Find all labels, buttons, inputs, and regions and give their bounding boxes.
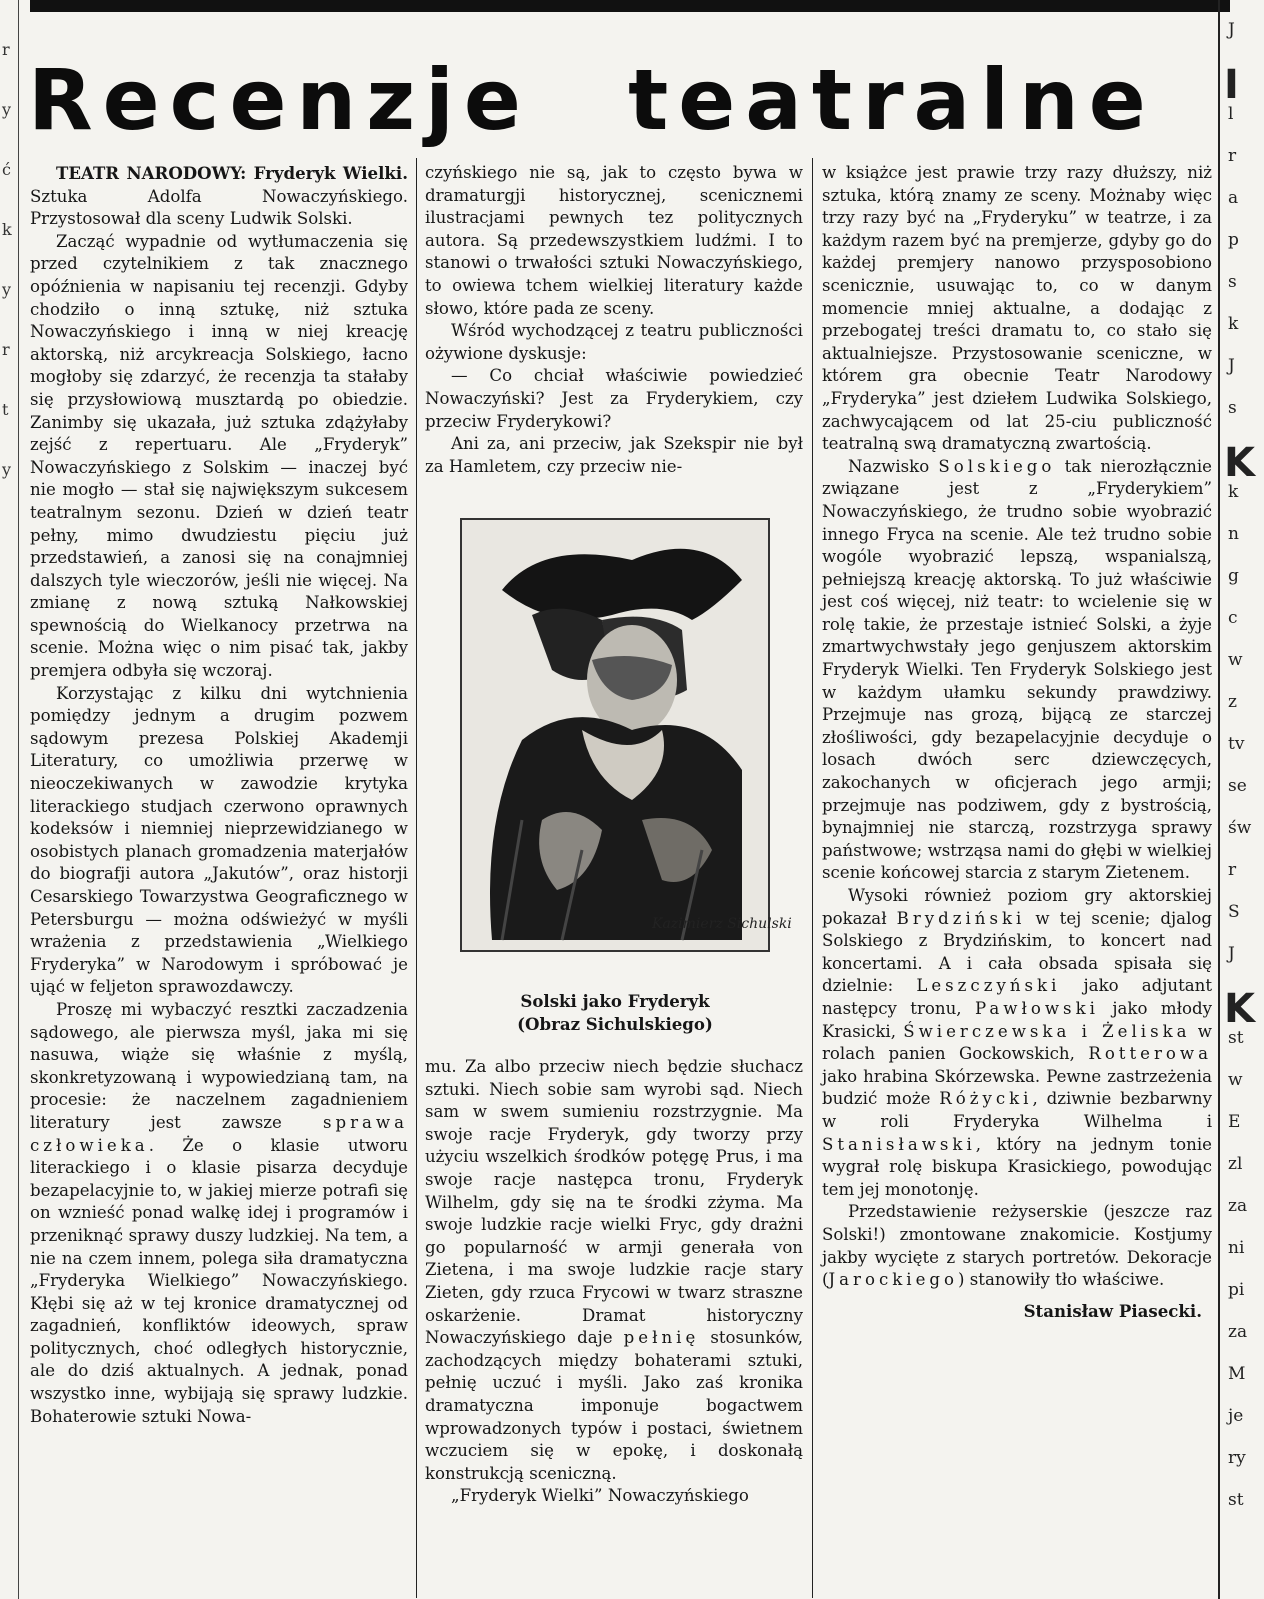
margin-fragment: a bbox=[1228, 188, 1239, 208]
margin-fragment: g bbox=[1228, 566, 1239, 586]
margin-fragment: z bbox=[1228, 692, 1237, 712]
margin-fragment: l bbox=[1228, 104, 1234, 124]
margin-fragment: s bbox=[1228, 398, 1237, 418]
headline: Recenzje teatralne bbox=[28, 51, 1156, 149]
margin-fragment: r bbox=[2, 40, 10, 59]
margin-fragment: S bbox=[1228, 902, 1240, 922]
margin-fragment: r bbox=[1228, 146, 1237, 166]
margin-fragment: r bbox=[2, 340, 10, 359]
paragraph: TEATR NARODOWY: Fryderyk Wielki. Sztuka Adolfa Nowaczyńskiego. Przystosował dla sceny Ludwik Solski. bbox=[30, 163, 408, 229]
portrait-illustration bbox=[460, 518, 792, 952]
caption-line-2: (Obraz Sichulskiego) bbox=[517, 1014, 713, 1034]
paragraph: „Fryderyk Wielki” Nowaczyńskiego bbox=[451, 1486, 749, 1506]
margin-fragment: ry bbox=[1228, 1448, 1246, 1468]
paragraph: Wśród wychodzącej z teatru publiczności ożywione dyskusje: bbox=[425, 321, 803, 363]
margin-fragment: k bbox=[1228, 314, 1239, 334]
article-column-2-bottom bbox=[425, 1056, 803, 1508]
article-column-1 bbox=[30, 162, 408, 1428]
margin-fragment: tv bbox=[1228, 734, 1245, 754]
margin-fragment: st bbox=[1228, 1490, 1244, 1510]
margin-fragment: M bbox=[1228, 1364, 1246, 1384]
paragraph: Przedstawienie reżyserskie (jeszcze raz Solski!) zmontowane znakomicie. Kostjumy jakby wycięte z starych portretów. Dekoracje (Jarockiego) stanowiły tło właściwe. bbox=[822, 1202, 1212, 1290]
margin-fragment: c bbox=[1228, 608, 1238, 628]
margin-fragment: J bbox=[1228, 356, 1235, 376]
painter-signature: Kazimierz Sichulski bbox=[652, 916, 792, 932]
article-column-2-top bbox=[425, 162, 803, 478]
illustration-caption bbox=[430, 990, 800, 1036]
paragraph: mu. Za albo przeciw niech będzie słuchacz sztuki. Niech sobie sam wyrobi sąd. Niech sam w swem sumieniu rozstrzygnie. Ma swoje racje Fryderyk, gdy tworzy przy użyciu wszelkich środków potęgę Prus, i ma swoje racje następca tronu, Fryderyk Wilhelm, gdy się na te środki zżyma. Ma swoje ludzkie racje wielki Fryc, gdy drażni go popularność w armji generała von Zietena, i ma swoje ludzkie racje stary Zieten, gdy rzuca Frycowi w twarz straszne oskarżenie. Dramat historyczny Nowaczyńskiego daje pełnię stosunków, zachodzących między bohaterami sztuki, pełnię uczuć i myśli. Jako zaś kronika dramatyczna imponuje bogactwem wprowadzonych typów i postaci, świetnem wczuciem się w epokę, i doskonałą konstrukcją sceniczną. bbox=[425, 1057, 803, 1483]
margin-fragment: za bbox=[1228, 1196, 1248, 1216]
margin-fragment: k bbox=[1228, 482, 1239, 502]
margin-fragment: s bbox=[1228, 272, 1237, 292]
margin-fragment: se bbox=[1228, 776, 1247, 796]
top-rule bbox=[30, 0, 1230, 12]
column-divider bbox=[416, 158, 417, 1598]
paragraph: Ani za, ani przeciw, jak Szekspir nie był za Hamletem, czy przeciw nie- bbox=[425, 434, 803, 476]
article-column-3 bbox=[822, 162, 1212, 1322]
margin-fragment: zl bbox=[1228, 1154, 1243, 1174]
margin-fragment: y bbox=[2, 460, 12, 479]
margin-fragment: J bbox=[1228, 944, 1235, 964]
byline: Stanisław Piasecki. bbox=[1023, 1300, 1202, 1321]
margin-fragment: w bbox=[1228, 650, 1243, 670]
margin-fragment: K bbox=[1224, 440, 1255, 486]
margin-fragment: y bbox=[2, 280, 12, 299]
paragraph: w książce jest prawie trzy razy dłuższy, niż sztuka, którą znamy ze sceny. Możnaby więc trzy razy być na „Fryderyku” w teatrze, i za każdym razem być na premjerze, gdyby go do każdej premjery nanowo przysposobiono scenicznie, usuwając to, co w danym momencie mniej aktualne, a dodając z przebogatej treści dramatu to, co stało się aktualniejsze. Przystosowanie sceniczne, w którem gra obecnie Teatr Narodowy „Fryderyka” jest dziełem Ludwika Solskiego, zachwycającem od lat 25-ciu publiczność teatralną swą dramatyczną zwartością. bbox=[822, 163, 1212, 454]
margin-fragment: y bbox=[2, 100, 12, 119]
margin-fragment: r bbox=[1228, 860, 1237, 880]
margin-fragment: I bbox=[1224, 62, 1239, 108]
margin-fragment: ni bbox=[1228, 1238, 1245, 1258]
paragraph: Proszę mi wybaczyć resztki zaczadzenia sądowego, ale pierwsza myśl, jaka mi się nasuwa, wiąże się właśnie z myślą, skonkretyzowaną i wypowiedzianą tam, na procesie: że naczelnem zagadnieniem literatury jest zawsze sprawa człowieka. Że o klasie utworu literackiego i o klasie pisarza decyduje bezapelacyjnie to, w jakiej mierze potrafi się on wznieść ponad walkę idej i programów i przeniknąć sprawy duszy ludzkiej. Na tem, a nie na czem innem, polega siła dramatyczna „Fryderyka Wielkiego” Nowaczyńskiego. Kłębi się aż w tej kronice dramatycznej od zagadnień, konfliktów ideowych, spraw politycznych, choć odległych historycznie, ale do dziś aktualnych. A jednak, ponad wszystko inne, wybijają się sprawy ludzkie. Bohaterowie sztuki Nowa- bbox=[30, 999, 408, 1426]
margin-fragment: E bbox=[1228, 1112, 1241, 1132]
column-divider bbox=[812, 158, 813, 1598]
portrait-image bbox=[462, 520, 792, 950]
margin-fragment: św bbox=[1228, 818, 1252, 838]
adjacent-article-fragment bbox=[1218, 0, 1264, 1599]
margin-fragment: w bbox=[1228, 1070, 1243, 1090]
margin-fragment: k bbox=[2, 220, 12, 239]
paragraph: Zacząć wypadnie od wytłumaczenia się przed czytelnikiem z tak znacznego opóźnienia w napisaniu tej recenzji. Gdyby chodziło o inną sztukę, niż sztuka Nowaczyńskiego i inną w niej kreację aktorską, niż arcykreacja Solskiego, łacno mogłoby się zdarzyć, że recenzja ta stałaby się przysłowiową musztardą po obiedzie. Zanimby się ukazała, już sztuka zdążyłaby zejść z repertuaru. Ale „Fryderyk” Nowaczyńskiego z Solskim — inaczej być nie mogło — stał się największym sukcesem teatralnym sezonu. Dzień w dzień teatr pełny, mimo dwudziestu pięciu już przedstawień, a zanosi się na conajmniej dalszych tyle wieczorów, jeśli nie więcej. Na zmianę z nową sztuką Nałkowskiej spewnością do Wielkanocy przetrwa na scenie. Można więc o nim pisać tak, jakby premjera odbyła się wczoraj. bbox=[30, 231, 408, 681]
paragraph: Wysoki również poziom gry aktorskiej pokazał Brydziński w tej scenie; djalog Solskiego z Brydzińskim, to koncert nad koncertami. A i cała obsada spisała się dzielnie: Leszczyński jako adjutant następcy tronu, Pawłowski jako młody Krasicki, Świerczewska i Żeliska w rolach panien Gockowskich, Rotterowa jako hrabina Skórzewska. Pewne zastrzeżenia budzić może Różycki, dziwnie bezbarwny w roli Fryderyka Wilhelma i Stanisławski, który na jednym tonie wygrał rolę biskupa Krasickiego, powodując tem jej monotonję. bbox=[822, 886, 1212, 1199]
margin-fragment: ć bbox=[2, 160, 11, 179]
margin-fragment: p bbox=[1228, 230, 1239, 250]
margin-fragment: je bbox=[1228, 1406, 1244, 1426]
margin-fragment: J bbox=[1228, 20, 1235, 40]
paragraph: Korzystając z kilku dni wytchnienia pomiędzy jednym a drugim pozwem sądowym prezesa Polskiej Akademji Literatury, co umożliwia przerwę w nieoczekiwanych w zawodzie krytyka literackiego studjach czerwono oprawnych kodeksów i niemniej nieprzewidzianego w osobistych planach gromadzenia materjałów do biografji autora „Jakutów”, oraz historji Cesarskiego Towarzystwa Geograficznego w Petersburgu — można odświeżyć w myśli wrażenia z przedstawienia „Wielkiego Fryderyka” w Narodowym i spróbować je ująć w feljeton sprawozdawczy. bbox=[30, 683, 408, 997]
paragraph: czyńskiego nie są, jak to często bywa w dramaturgji historycznej, scenicznemi ilustracjami pewnych tez politycznych autora. Są przedewszystkiem ludźmi. I to stanowi o trwałości sztuki Nowaczyńskiego, to owiewa tchem wielkiej literatury każde słowo, które pada ze sceny. bbox=[425, 163, 803, 318]
margin-fragment: st bbox=[1228, 1028, 1244, 1048]
margin-fragment: t bbox=[2, 400, 9, 419]
margin-fragment: K bbox=[1224, 986, 1255, 1032]
margin-fragment: n bbox=[1228, 524, 1239, 544]
left-column-fragment bbox=[0, 0, 19, 1599]
caption-line-1: Solski jako Fryderyk bbox=[520, 991, 710, 1011]
paragraph: — Co chciał właściwie powiedzieć Nowaczyński? Jest za Fryderykiem, czy przeciw Fryderykowi? bbox=[425, 366, 803, 431]
margin-fragment: za bbox=[1228, 1322, 1248, 1342]
margin-fragment: pi bbox=[1228, 1280, 1245, 1300]
paragraph: Nazwisko Solskiego tak nierozłącznie związane jest z „Fryderykiem” Nowaczyńskiego, że trudno sobie wyobrazić innego Fryca na scenie. Ale też trudno sobie wogóle wyobrazić lepszą, wspanialszą, pełniejszą kreację aktorską. To już właściwie jest coś więcej, niż teatr: to wcielenie się w rolę takie, że przestaje istnieć Solski, a żyje zmartwychwstały jego genjuszem aktorskim Fryderyk Wielki. Ten Fryderyk Solskiego jest w każdym ułamku sekundy prawdziwy. Przejmuje nas grozą, bijącą ze starczej złośliwości, gdy bezapelacyjnie decyduje o losach dwóch serc dziewczęcych, zakochanych w oficjerach jego armji; przejmuje nas podziwem, gdy z bystrością, bynajmniej nie starczą, rozstrzyga sprawy państwowe; wstrząsa nami do głębi w wielkiej scenie końcowej starcia z starym Zietenem. bbox=[822, 456, 1212, 883]
